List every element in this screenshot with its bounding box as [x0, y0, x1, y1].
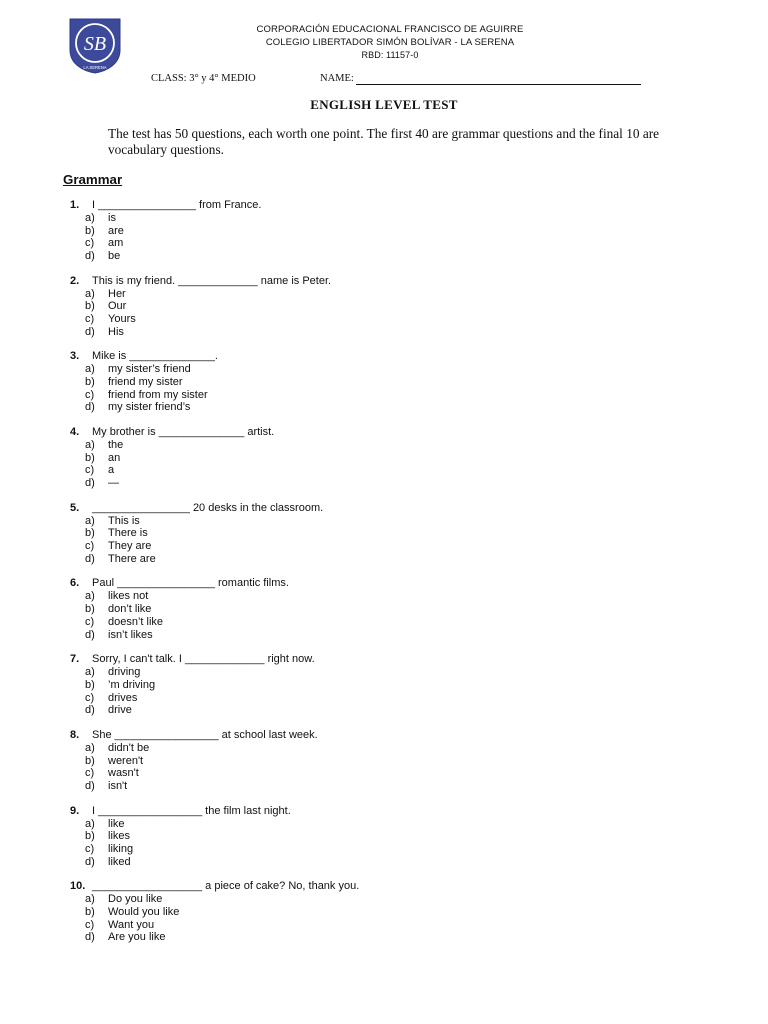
- option-letter: b): [85, 678, 95, 691]
- name-label: NAME:: [320, 73, 354, 84]
- question-number: 9.: [70, 804, 80, 817]
- option-text: isn't: [108, 779, 128, 792]
- answer-option[interactable]: [85, 704, 155, 717]
- answer-option[interactable]: [85, 212, 124, 225]
- header-school: COLEGIO LIBERTADOR SIMÓN BOLÍVAR - LA SERENA: [265, 37, 515, 48]
- question-stem: [70, 199, 261, 212]
- option-letter: c): [85, 615, 95, 628]
- question-2: [0, 275, 768, 351]
- question-text: Sorry, I can't talk. I _____________ right now.: [92, 653, 315, 666]
- option-text: drive: [108, 704, 132, 717]
- section-heading-grammar: Grammar: [63, 172, 123, 187]
- question-number: 10.: [70, 880, 86, 893]
- option-letter: c): [85, 842, 95, 855]
- question-1: [0, 199, 768, 275]
- question-stem: [70, 880, 359, 893]
- answer-option[interactable]: [85, 830, 133, 843]
- question-text: This is my friend. _____________ name is Peter.: [92, 274, 332, 287]
- answer-option[interactable]: [85, 363, 208, 376]
- header-rbd: RBD: 11157-0: [361, 50, 419, 60]
- option-text: liking: [108, 842, 134, 855]
- answer-option[interactable]: [85, 527, 156, 540]
- option-text: wasn't: [108, 767, 139, 780]
- option-text: ’m driving: [108, 678, 156, 691]
- answer-option[interactable]: [85, 906, 179, 919]
- option-letter: a): [85, 363, 95, 376]
- option-letter: b): [85, 224, 95, 237]
- answer-option[interactable]: [85, 250, 124, 263]
- option-text: likes not: [108, 590, 149, 603]
- option-letter: a): [85, 893, 95, 906]
- option-letter: a): [85, 590, 95, 603]
- question-number: 7.: [70, 653, 80, 666]
- option-text: friend from my sister: [108, 388, 208, 401]
- option-letter: b): [85, 451, 95, 464]
- svg-text:SB: SB: [83, 33, 107, 55]
- question-8: [0, 729, 768, 805]
- option-letter: b): [85, 754, 95, 767]
- question-5: [0, 502, 768, 578]
- option-letter: d): [85, 931, 95, 944]
- option-text: Are you like: [108, 931, 166, 944]
- option-letter: b): [85, 830, 95, 843]
- answer-options: [85, 590, 163, 641]
- answer-option[interactable]: [85, 616, 163, 629]
- option-text: am: [108, 237, 124, 250]
- answer-option[interactable]: [85, 856, 133, 869]
- option-text: a: [108, 464, 115, 477]
- instructions-text: The test has 50 questions, each worth one point. The first 40 are grammar questions and the final 10 are vocabulary questions.: [108, 126, 660, 157]
- answer-options: [85, 363, 208, 414]
- option-letter: d): [85, 552, 95, 565]
- option-text: Want you: [108, 918, 155, 931]
- header-corporation: CORPORACIÓN EDUCACIONAL FRANCISCO DE AGUIRRE: [256, 24, 524, 35]
- option-letter: d): [85, 628, 95, 641]
- question-number: 1.: [70, 199, 80, 211]
- svg-text:LA SERENA: LA SERENA: [83, 65, 107, 70]
- answer-option[interactable]: [85, 540, 156, 553]
- option-text: my sister’s friend: [108, 363, 191, 376]
- answer-option[interactable]: [85, 742, 149, 755]
- answer-option[interactable]: [85, 931, 179, 944]
- question-4: [0, 426, 768, 502]
- question-6: [0, 577, 768, 653]
- option-letter: a): [85, 439, 95, 452]
- question-text: I ________________ from France.: [92, 199, 262, 211]
- question-3: [0, 350, 768, 426]
- question-7: [0, 653, 768, 729]
- option-letter: d): [85, 704, 95, 717]
- answer-option[interactable]: [85, 603, 163, 616]
- option-letter: a): [85, 212, 95, 224]
- option-letter: b): [85, 905, 95, 918]
- option-letter: a): [85, 287, 95, 300]
- answer-options: [85, 742, 149, 793]
- answer-option[interactable]: [85, 679, 155, 692]
- option-text: There are: [108, 552, 156, 565]
- option-text: are: [108, 224, 124, 237]
- answer-option[interactable]: [85, 401, 208, 414]
- option-letter: d): [85, 779, 95, 792]
- option-text: Our: [108, 300, 127, 313]
- option-text: don’t like: [108, 603, 152, 616]
- question-text: Mike is ______________.: [92, 350, 218, 363]
- option-letter: c): [85, 767, 95, 780]
- option-letter: b): [85, 376, 95, 389]
- option-letter: c): [85, 691, 95, 704]
- option-text: be: [108, 250, 121, 263]
- option-letter: a): [85, 514, 95, 527]
- question-list: [0, 199, 768, 956]
- question-stem: [70, 350, 218, 363]
- option-text: Would you like: [108, 905, 180, 918]
- answer-option[interactable]: [85, 225, 124, 238]
- question-number: 6.: [70, 577, 80, 590]
- question-9: [0, 805, 768, 881]
- answer-options: [85, 818, 133, 869]
- option-text: friend my sister: [108, 376, 183, 389]
- option-text: isn’t likes: [108, 628, 153, 641]
- option-letter: d): [85, 855, 95, 868]
- option-text: Yours: [108, 313, 136, 326]
- option-text: likes: [108, 830, 131, 843]
- question-text: Paul ________________ romantic films.: [92, 577, 289, 590]
- answer-options: [85, 666, 155, 717]
- answer-option[interactable]: [85, 326, 136, 339]
- answer-options: [85, 515, 156, 566]
- answer-option[interactable]: [85, 464, 123, 477]
- question-number: 2.: [70, 274, 80, 287]
- question-stem: [70, 653, 315, 666]
- question-text: She _________________ at school last week.: [92, 728, 318, 741]
- option-text: didn't be: [108, 741, 150, 754]
- option-letter: d): [85, 250, 95, 263]
- answer-option[interactable]: [85, 237, 124, 250]
- option-letter: c): [85, 464, 95, 477]
- question-number: 5.: [70, 501, 80, 514]
- class-label: CLASS: 3° y 4° MEDIO: [151, 73, 256, 84]
- option-text: my sister friend’s: [108, 401, 191, 414]
- option-text: liked: [108, 855, 131, 868]
- answer-option[interactable]: [85, 893, 179, 906]
- answer-option[interactable]: [85, 590, 163, 603]
- answer-option[interactable]: [85, 767, 149, 780]
- option-text: —: [108, 477, 119, 490]
- option-text: like: [108, 817, 125, 830]
- question-stem: [70, 275, 331, 288]
- answer-option[interactable]: [85, 755, 149, 768]
- option-letter: c): [85, 540, 95, 553]
- answer-options: [85, 212, 124, 263]
- answer-option[interactable]: [85, 780, 149, 793]
- option-text: Her: [108, 287, 126, 300]
- option-text: Do you like: [108, 893, 163, 906]
- option-letter: c): [85, 918, 95, 931]
- question-10: [0, 880, 768, 956]
- answer-option[interactable]: [85, 477, 123, 490]
- school-logo: [67, 16, 123, 74]
- name-field[interactable]: [356, 84, 641, 85]
- answer-option[interactable]: [85, 300, 136, 313]
- answer-option[interactable]: [85, 452, 123, 465]
- answer-options: [85, 439, 123, 490]
- answer-option[interactable]: [85, 313, 136, 326]
- question-stem: [70, 577, 289, 590]
- answer-option[interactable]: [85, 843, 133, 856]
- answer-option[interactable]: [85, 818, 133, 831]
- answer-option[interactable]: [85, 389, 208, 402]
- option-text: This is: [108, 514, 140, 527]
- option-text: weren't: [108, 754, 144, 767]
- question-number: 8.: [70, 728, 80, 741]
- answer-option[interactable]: [85, 288, 136, 301]
- option-text: His: [108, 325, 124, 338]
- option-letter: d): [85, 477, 95, 490]
- answer-option[interactable]: [85, 629, 163, 642]
- option-letter: b): [85, 300, 95, 313]
- answer-option[interactable]: [85, 439, 123, 452]
- option-letter: d): [85, 325, 95, 338]
- option-text: driving: [108, 666, 141, 679]
- question-stem: [70, 502, 323, 515]
- question-text: My brother is ______________ artist.: [92, 426, 275, 439]
- answer-option[interactable]: [85, 515, 156, 528]
- option-letter: b): [85, 603, 95, 616]
- answer-options: [85, 893, 179, 944]
- option-letter: a): [85, 666, 95, 679]
- option-letter: a): [85, 741, 95, 754]
- answer-options: [85, 288, 136, 339]
- answer-option[interactable]: [85, 666, 155, 679]
- option-letter: d): [85, 401, 95, 414]
- question-text: ________________ 20 desks in the classroom.: [92, 501, 324, 514]
- question-stem: [70, 729, 318, 742]
- option-letter: c): [85, 313, 95, 326]
- answer-option[interactable]: [85, 692, 155, 705]
- question-number: 3.: [70, 350, 80, 363]
- option-text: They are: [108, 540, 152, 553]
- option-text: is: [108, 212, 116, 224]
- answer-option[interactable]: [85, 376, 208, 389]
- option-text: doesn’t like: [108, 615, 164, 628]
- option-letter: c): [85, 237, 95, 250]
- option-text: There is: [108, 527, 148, 540]
- page-title: ENGLISH LEVEL TEST: [310, 97, 458, 112]
- question-stem: [70, 805, 291, 818]
- question-text: I _________________ the film last night.: [92, 804, 291, 817]
- option-text: the: [108, 439, 124, 452]
- answer-option[interactable]: [85, 919, 179, 932]
- option-text: an: [108, 451, 121, 464]
- question-stem: [70, 426, 274, 439]
- answer-option[interactable]: [85, 553, 156, 566]
- option-text: drives: [108, 691, 138, 704]
- option-letter: b): [85, 527, 95, 540]
- question-number: 4.: [70, 426, 80, 439]
- option-letter: a): [85, 817, 95, 830]
- option-letter: c): [85, 388, 95, 401]
- question-text: __________________ a piece of cake? No, thank you.: [92, 880, 360, 893]
